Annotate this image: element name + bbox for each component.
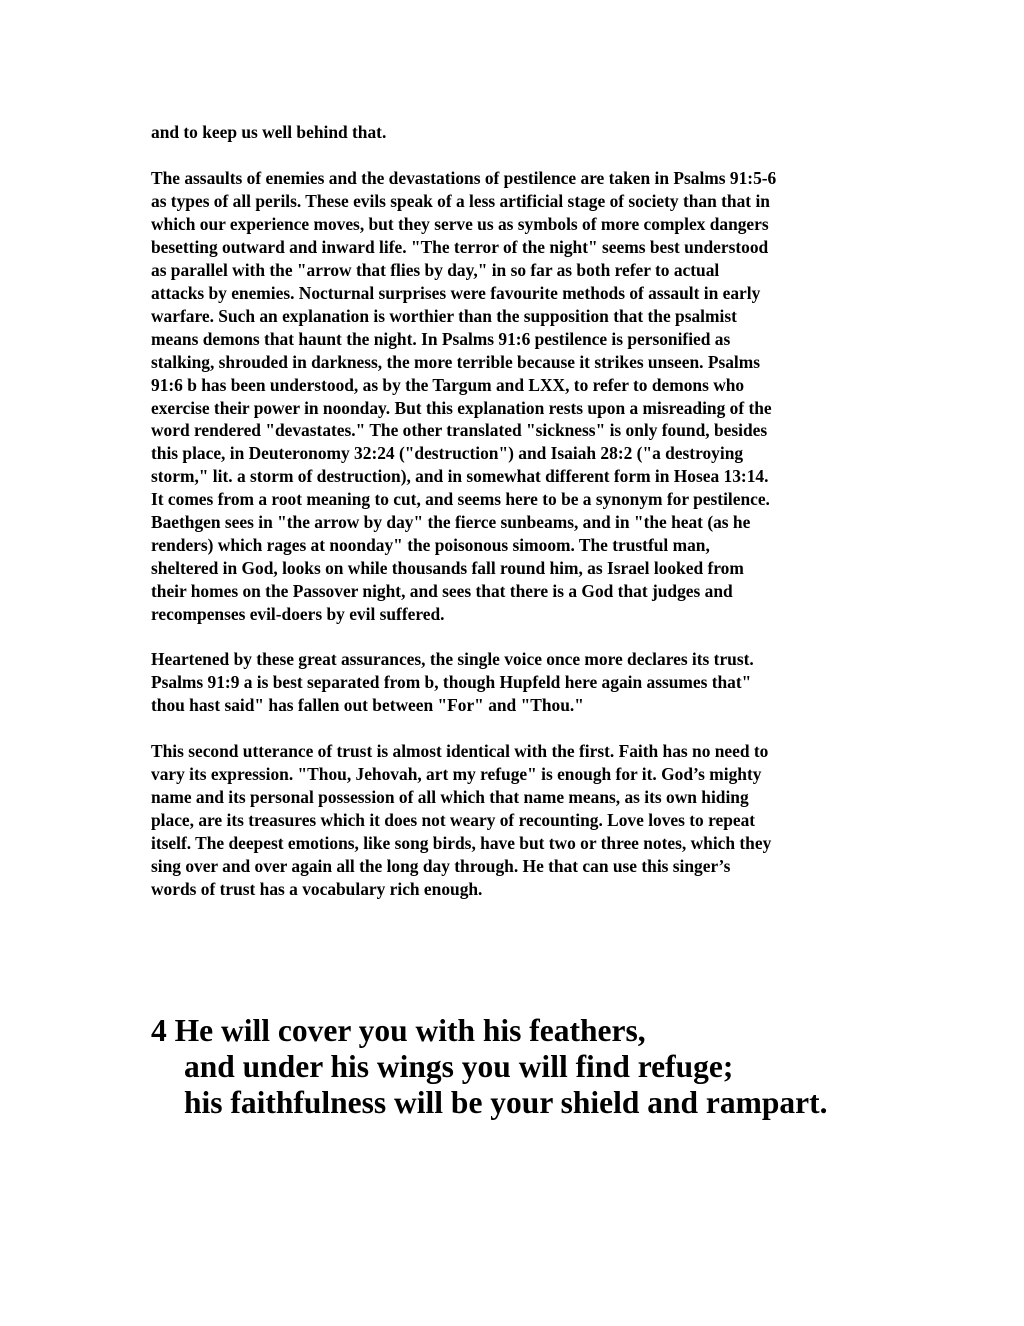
text-line: which our experience moves, but they serve us as symbols of more complex dangers xyxy=(151,213,769,234)
verse-heading xyxy=(151,1013,1011,1121)
paragraph-continuation xyxy=(151,121,881,144)
text-line: Heartened by these great assurances, the single voice once more declares its trust. xyxy=(151,649,754,669)
text-line: place, are its treasures which it does not weary of recounting. Love loves to repeat xyxy=(151,809,756,830)
text-line: stalking, shrouded in darkness, the more terrible because it strikes unseen. Psalms xyxy=(151,351,761,372)
text-line: this place, in Deuteronomy 32:24 ("destruction") and Isaiah 28:2 ("a destroying xyxy=(151,443,744,464)
text-line: means demons that haunt the night. In Psalms 91:6 pestilence is personified as xyxy=(151,328,731,349)
text-line: sheltered in God, looks on while thousands fall round him, as Israel looked from xyxy=(151,558,744,579)
text-line: Baethgen sees in "the arrow by day" the fierce sunbeams, and in "the heat (as he xyxy=(151,512,751,533)
text-line: storm," lit. a storm of destruction), and in somewhat different form in Hosea 13:14. xyxy=(151,466,769,487)
verse-line: his faithfulness will be your shield and rampart. xyxy=(184,1085,828,1120)
text-line: as parallel with the "arrow that flies by day," in so far as both refer to actual xyxy=(151,259,720,280)
text-line: sing over and over again all the long day through. He that can use this singer’s xyxy=(151,855,731,876)
text-line: This second utterance of trust is almost identical with the first. Faith has no need to xyxy=(151,741,769,761)
text-line: exercise their power in noonday. But this explanation rests upon a misreading of the xyxy=(151,397,772,418)
text-line: Psalms 91:9 a is best separated from b, though Hupfeld here again assumes that" xyxy=(151,671,752,692)
verse-line: and under his wings you will find refuge; xyxy=(184,1049,734,1084)
text-line: words of trust has a vocabulary rich enough. xyxy=(151,878,483,899)
text-line: attacks by enemies. Nocturnal surprises were favourite methods of assault in early xyxy=(151,282,761,303)
text-line: 91:6 b has been understood, as by the Targum and LXX, to refer to demons who xyxy=(151,374,745,395)
text-line: as types of all perils. These evils speak of a less artificial stage of society than that in xyxy=(151,190,770,211)
paragraph-psalm-commentary xyxy=(151,167,881,626)
text-line: The assaults of enemies and the devastations of pestilence are taken in Psalms 91:5-6 xyxy=(151,168,777,188)
paragraph-assurances xyxy=(151,648,881,717)
text-line: besetting outward and inward life. "The terror of the night" seems best understood xyxy=(151,236,769,257)
text-line: warfare. Such an explanation is worthier than the supposition that the psalmist xyxy=(151,305,737,326)
text-line: word rendered "devastates." The other translated "sickness" is only found, besides xyxy=(151,420,768,441)
text-line: their homes on the Passover night, and sees that there is a God that judges and xyxy=(151,581,733,602)
paragraph-second-utterance xyxy=(151,740,881,901)
text-line: and to keep us well behind that. xyxy=(151,122,387,142)
text-line: name and its personal possession of all which that name means, as its own hiding xyxy=(151,786,749,807)
text-line: vary its expression. "Thou, Jehovah, art my refuge" is enough for it. God’s mighty xyxy=(151,763,762,784)
text-line: recompenses evil-doers by evil suffered. xyxy=(151,604,445,625)
text-line: itself. The deepest emotions, like song birds, have but two or three notes, which they xyxy=(151,832,772,853)
text-line: renders) which rages at noonday" the poisonous simoom. The trustful man, xyxy=(151,535,710,556)
text-line: It comes from a root meaning to cut, and seems here to be a synonym for pestilence. xyxy=(151,489,770,510)
text-line: thou hast said" has fallen out between "For" and "Thou." xyxy=(151,694,584,715)
verse-line: 4 He will cover you with his feathers, xyxy=(151,1013,646,1048)
